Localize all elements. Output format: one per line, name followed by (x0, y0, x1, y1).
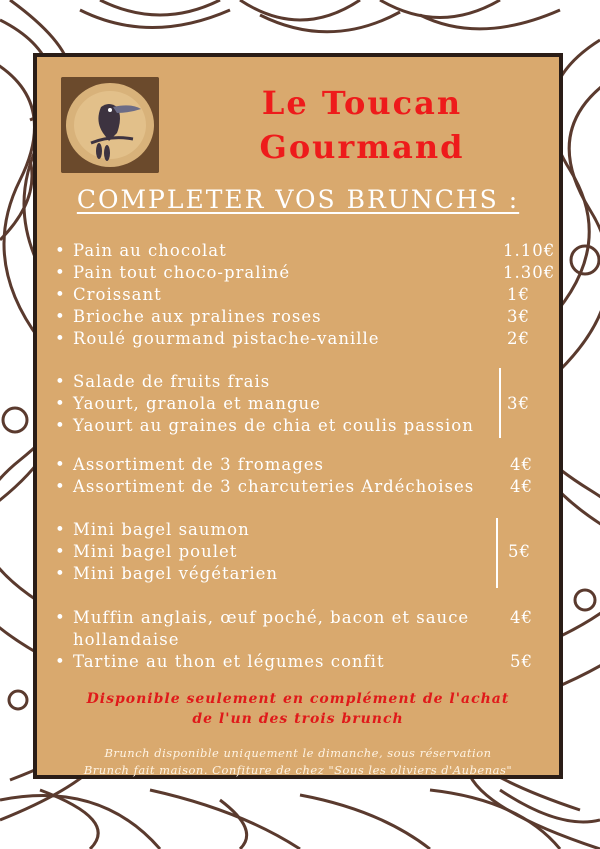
footer-info (37, 745, 559, 779)
list-item: • Croissant (55, 284, 380, 306)
availability-note-line1: Disponible seulement en complément de l'achat (86, 691, 510, 707)
item-price: 4€ (510, 477, 533, 496)
list-item: • Roulé gourmand pistache-vanille (55, 328, 380, 350)
footer-line1: Brunch disponible uniquement le dimanche, sous réservation (104, 746, 492, 760)
menu-group-fruits-yaourts (55, 371, 474, 437)
list-item: • Brioche aux pralines roses (55, 306, 380, 328)
group-price: 5€ (508, 542, 531, 561)
item-price: 4€ (510, 455, 533, 474)
restaurant-name-line1: Le Toucan (261, 84, 463, 122)
list-item: • Pain tout choco-praliné (55, 262, 380, 284)
list-item: • Pain au chocolat (55, 240, 380, 262)
list-item: • Tartine au thon et légumes confit (55, 651, 473, 673)
list-item: • Mini bagel poulet (55, 541, 278, 563)
list-item: • Mini bagel végétarien (55, 563, 278, 585)
menu-group-viennoiseries (55, 240, 380, 350)
menu-group-assortiments (55, 454, 474, 498)
item-price: 1.30€ (503, 263, 556, 282)
menu-group-sales (55, 607, 473, 673)
group-bracket (499, 368, 501, 438)
list-item: • Assortiment de 3 charcuteries Ardéchoises (55, 476, 474, 498)
item-price: 1€ (507, 285, 530, 304)
menu-card (33, 53, 563, 779)
restaurant-name (217, 81, 507, 169)
item-price: 4€ (510, 608, 533, 627)
item-price: 5€ (510, 652, 533, 671)
availability-note-line2: de l'un des trois brunch (192, 711, 404, 727)
list-item: • Salade de fruits frais (55, 371, 474, 393)
restaurant-name-line2: Gourmand (259, 128, 465, 166)
section-heading: COMPLETER VOS BRUNCHS : (76, 185, 520, 214)
list-item: • Mini bagel saumon (55, 519, 278, 541)
list-item: • Yaourt au graines de chia et coulis passion (55, 415, 474, 437)
list-item: • Yaourt, granola et mangue (55, 393, 474, 415)
item-price: 1.10€ (503, 241, 556, 260)
menu-group-bagels (55, 519, 278, 585)
availability-note (37, 689, 559, 729)
footer-line2: Brunch fait maison. Confiture de chez "Sous les oliviers d'Aubenas" (83, 763, 513, 777)
group-price: 3€ (507, 394, 530, 413)
item-price: 2€ (507, 329, 530, 348)
item-price: 3€ (507, 307, 530, 326)
toucan-icon (61, 77, 159, 173)
list-item: • Muffin anglais, œuf poché, bacon et sauce hollandaise (55, 607, 473, 651)
list-item: • Assortiment de 3 fromages (55, 454, 474, 476)
group-bracket (496, 518, 498, 588)
